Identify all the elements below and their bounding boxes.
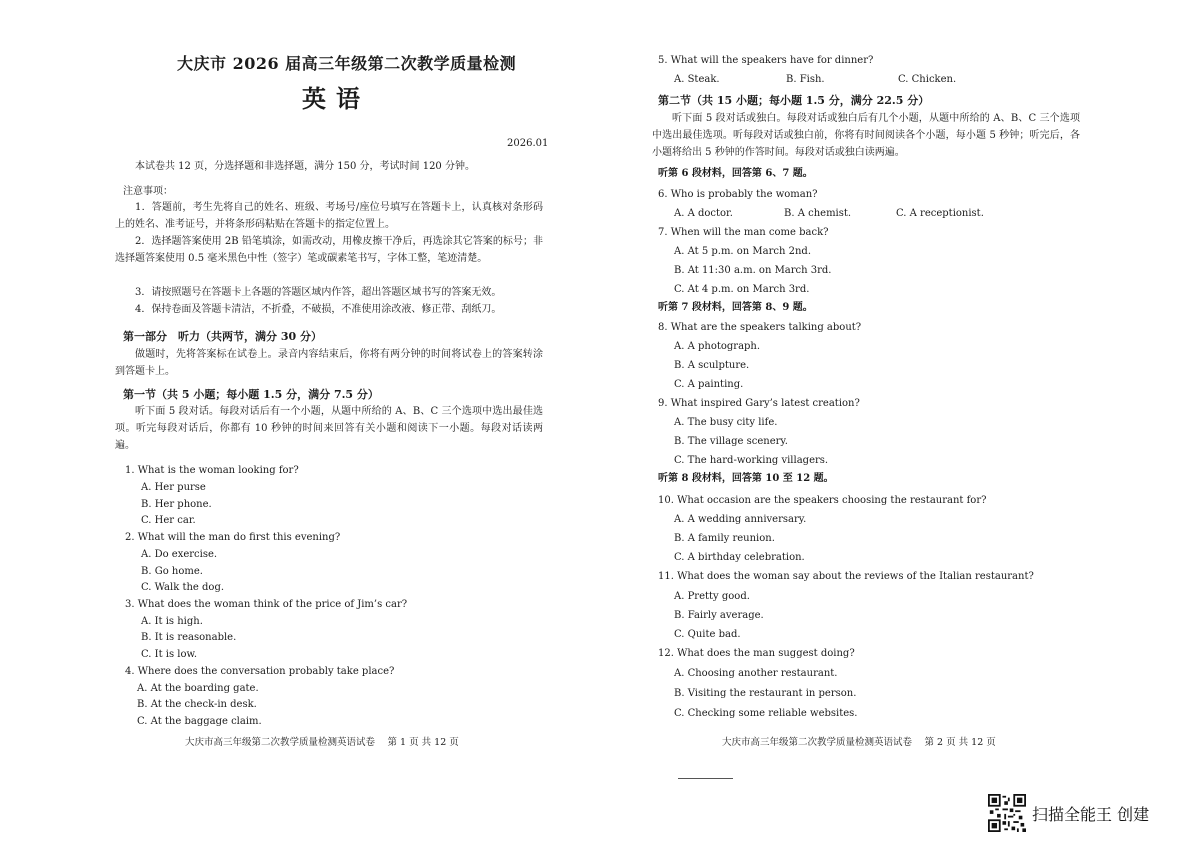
q4-option-a: A. At the boarding gate.	[137, 683, 259, 694]
q6-option-a: A. A doctor.	[674, 208, 733, 219]
q4-option-b: B. At the check-in desk.	[137, 699, 257, 710]
intro-text: 本试卷共 12 页，分选择题和非选择题，满分 150 分，考试时间 120 分钟。	[135, 161, 475, 172]
material-8-heading: 听第 8 段材料，回答第 10 至 12 题。	[658, 473, 834, 484]
q12-option-a: A. Choosing another restaurant.	[674, 668, 838, 679]
q1-option-b: B. Her phone.	[141, 499, 212, 510]
q11-option-b: B. Fairly average.	[674, 610, 764, 621]
question-9: 9. What inspired Gary’s latest creation?	[658, 398, 860, 409]
exam-date: 2026.01	[507, 138, 549, 149]
question-11: 11. What does the woman say about the reviews of the Italian restaurant?	[658, 571, 1034, 582]
question-6: 6. Who is probably the woman?	[658, 189, 818, 200]
section1-heading: 第一节（共 5 小题；每小题 1.5 分，满分 7.5 分）	[123, 388, 379, 401]
part1-text: 做题时，先将答案标在试卷上。录音内容结束后，你将有两分钟的时间将试卷上的答案转涂到答题卡上。	[115, 349, 543, 377]
question-5: 5. What will the speakers have for dinner?	[658, 55, 874, 66]
q6-option-b: B. A chemist.	[784, 208, 852, 219]
qr-code-icon	[988, 794, 1026, 832]
q12-option-c: C. Checking some reliable websites.	[674, 708, 858, 719]
q9-option-a: A. The busy city life.	[674, 417, 778, 428]
q8-option-b: B. A sculpture.	[674, 360, 750, 371]
q7-option-b: B. At 11:30 a.m. on March 3rd.	[674, 265, 832, 276]
q9-option-c: C. The hard-working villagers.	[674, 455, 829, 466]
q5-option-b: B. Fish.	[786, 74, 825, 85]
question-8: 8. What are the speakers talking about?	[658, 322, 862, 333]
scanner-brand-label: 扫描全能王 创建	[1032, 805, 1150, 824]
question-4: 4. Where does the conversation probably take place?	[125, 666, 395, 677]
section2-text: 听下面 5 段对话或独白。每段对话或独白后有几个小题，从题中所给的 A、B、C 三个选项中选出最佳选项。听每段对话或独白前，你将有时间阅读各个小题，每小题 5 秒钟；听完后，各小题将给出 5 秒钟的作答时间。每段对话或独白读两遍。	[652, 113, 1080, 158]
part1-heading: 第一部分 听力（共两节，满分 30 分）	[123, 330, 322, 343]
q5-option-a: A. Steak.	[674, 74, 720, 85]
question-12: 12. What does the man suggest doing?	[658, 648, 855, 659]
question-2: 2. What will the man do first this evening?	[125, 532, 341, 543]
subject-title: 英语	[302, 84, 370, 113]
q6-option-c: C. A receptionist.	[896, 208, 984, 219]
q3-option-c: C. It is low.	[141, 649, 198, 660]
q7-option-c: C. At 4 p.m. on March 3rd.	[674, 284, 810, 295]
exam-title: 大庆市 2026 届高三年级第二次教学质量检测	[177, 54, 517, 73]
material-6-heading: 听第 6 段材料，回答第 6、7 题。	[658, 168, 813, 179]
q1-option-a: A. Her purse	[141, 482, 206, 493]
note-3: 3．请按照题号在答题卡上各题的答题区域内作答，超出答题区域书写的答案无效。	[135, 287, 502, 298]
question-3: 3. What does the woman think of the price of Jim’s car?	[125, 599, 408, 610]
notes-heading: 注意事项：	[123, 186, 173, 197]
q10-option-b: B. A family reunion.	[674, 533, 775, 544]
q7-option-a: A. At 5 p.m. on March 2nd.	[674, 246, 812, 257]
q3-option-a: A. It is high.	[141, 616, 203, 627]
q8-option-a: A. A photograph.	[674, 341, 761, 352]
page-footer: 大庆市高三年级第二次教学质量检测英语试卷 第 1 页 共 12 页	[185, 737, 459, 748]
q9-option-b: B. The village scenery.	[674, 436, 788, 447]
material-7-heading: 听第 7 段材料，回答第 8、9 题。	[658, 302, 813, 313]
note-4: 4．保持卷面及答题卡清洁，不折叠，不破损，不准使用涂改液、修正带、刮纸刀。	[135, 304, 502, 315]
note-1: 1．答题前，考生先将自己的姓名、班级、考场号/座位号填写在答题卡上，认真核对条形码上的姓名、准考证号，并将条形码粘贴在答题卡的指定位置上。	[115, 202, 543, 230]
q10-option-a: A. A wedding anniversary.	[674, 514, 807, 525]
section1-text: 听下面 5 段对话。每段对话后有一个小题，从题中所给的 A、B、C 三个选项中选出最佳选项。听完每段对话后，你都有 10 秒钟的时间来回答有关小题和阅读下一小题。每段对话读两遍。	[115, 406, 543, 451]
q2-option-c: C. Walk the dog.	[141, 582, 225, 593]
q5-option-c: C. Chicken.	[898, 74, 957, 85]
question-7: 7. When will the man come back?	[658, 227, 829, 238]
q11-option-c: C. Quite bad.	[674, 629, 741, 640]
section2-heading: 第二节（共 15 小题；每小题 1.5 分，满分 22.5 分）	[658, 94, 930, 107]
q8-option-c: C. A painting.	[674, 379, 744, 390]
q3-option-b: B. It is reasonable.	[141, 632, 237, 643]
question-10: 10. What occasion are the speakers choosing the restaurant for?	[658, 495, 987, 506]
page-footer: 大庆市高三年级第二次教学质量检测英语试卷 第 2 页 共 12 页	[722, 737, 996, 748]
q10-option-c: C. A birthday celebration.	[674, 552, 805, 563]
question-1: 1. What is the woman looking for?	[125, 465, 299, 476]
q2-option-a: A. Do exercise.	[141, 549, 218, 560]
q2-option-b: B. Go home.	[141, 566, 203, 577]
q12-option-b: B. Visiting the restaurant in person.	[674, 688, 857, 699]
note-2: 2．选择题答案使用 2B 铅笔填涂，如需改动，用橡皮擦干净后，再选涂其它答案的标号；非选择题答案使用 0.5 毫米黑色中性（签字）笔或碳素笔书写，字体工整，笔迹清楚。	[115, 236, 543, 264]
q4-option-c: C. At the baggage claim.	[137, 716, 262, 727]
q1-option-c: C. Her car.	[141, 515, 196, 526]
q11-option-a: A. Pretty good.	[674, 591, 750, 602]
scan-mark-divider	[678, 778, 733, 779]
